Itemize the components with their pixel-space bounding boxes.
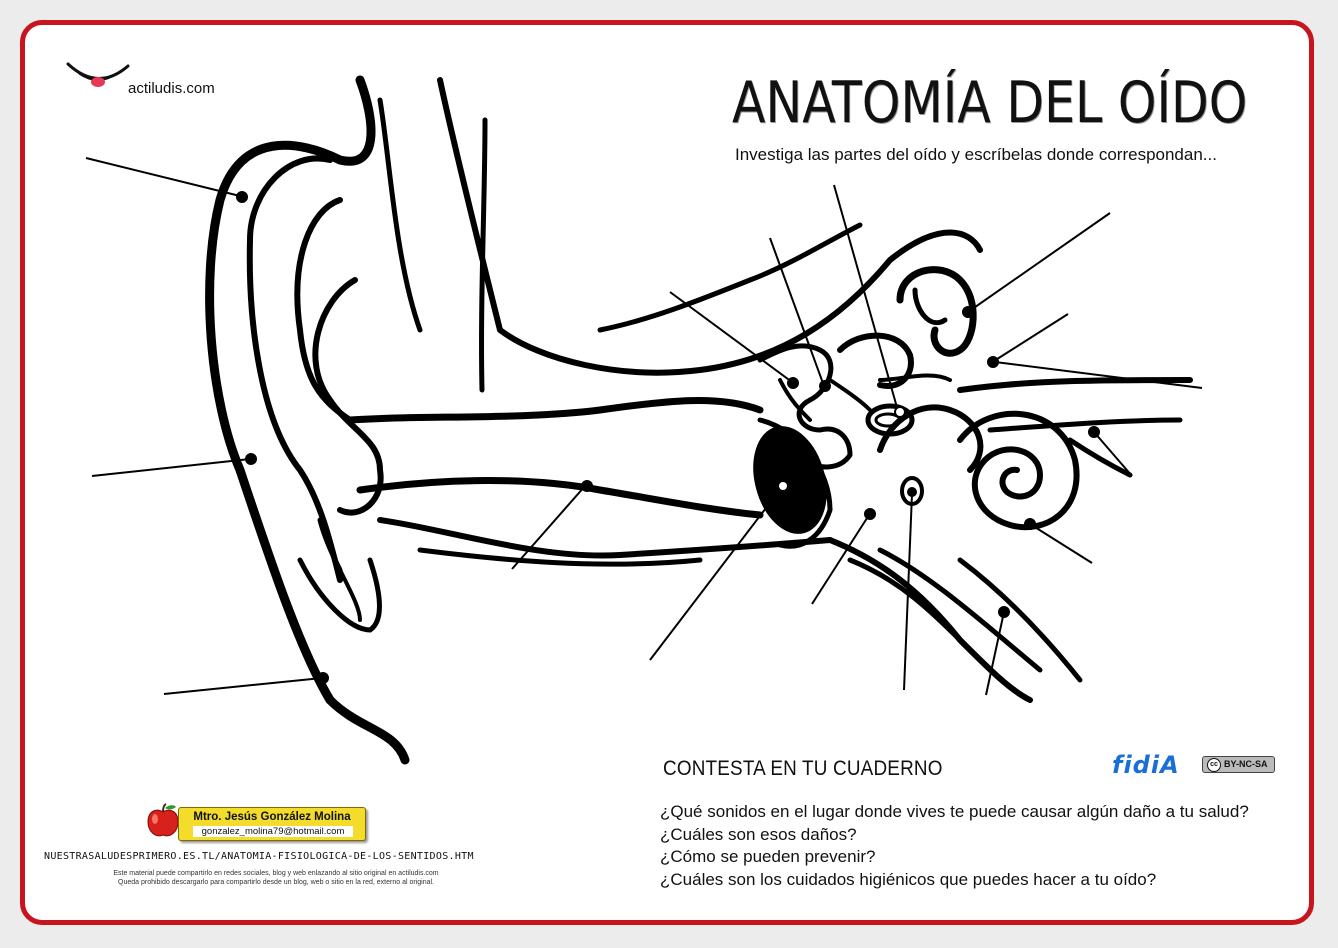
creative-commons-icon: cc: [1207, 758, 1221, 772]
ear-canal-top: [350, 401, 760, 420]
section-heading: CONTESTA EN TU CUADERNO: [663, 757, 943, 780]
question-item: ¿Cuáles son esos daños?: [660, 824, 857, 844]
page-subtitle: Investiga las partes del oído y escríbelas donde correspondan...: [735, 145, 1217, 164]
author-email: gonzalez_molina79@hotmail.com: [193, 826, 353, 837]
question-list: [660, 801, 1249, 891]
ear-canal-bottom: [360, 481, 760, 515]
question-item: ¿Cuáles son los cuidados higiénicos que puedes hacer a tu oído?: [660, 869, 1157, 889]
page-title: ANATOMÍA DEL OÍDO: [732, 70, 1248, 136]
question-item: ¿Qué sonidos en el lugar donde vives te puede causar algún daño a tu salud?: [660, 802, 1249, 821]
license-line-1: Este material puede compartirlo en redes sociales, blog y web enlazando al sitio original en actiludis.com: [113, 870, 439, 877]
cc-license-label: BY-NC-SA: [1224, 759, 1268, 769]
helix-inner: [250, 158, 340, 580]
source-url: NUESTRASALUDESPRIMERO.ES.TL/ANATOMIA-FISIOLOGICA-DE-LOS-SENTIDOS.HTM: [44, 851, 474, 862]
license-line-2: Queda prohibido descargarlo para compartirlo desde un blog, web o sitio en la red, externo al original.: [118, 879, 434, 886]
license-notice: [66, 869, 486, 887]
site-name: actiludis.com: [128, 80, 215, 97]
question-item: ¿Cómo se pueden prevenir?: [660, 847, 876, 866]
concha: [315, 280, 380, 513]
eardrum: [746, 421, 835, 538]
cc-license-badge: [1202, 756, 1275, 773]
apple-icon: [144, 802, 182, 840]
fidia-logo: fidiA: [1112, 751, 1180, 779]
skull-line: [440, 80, 980, 373]
author-box: [178, 807, 366, 841]
author-name: Mtro. Jesús González Molina: [193, 811, 351, 823]
